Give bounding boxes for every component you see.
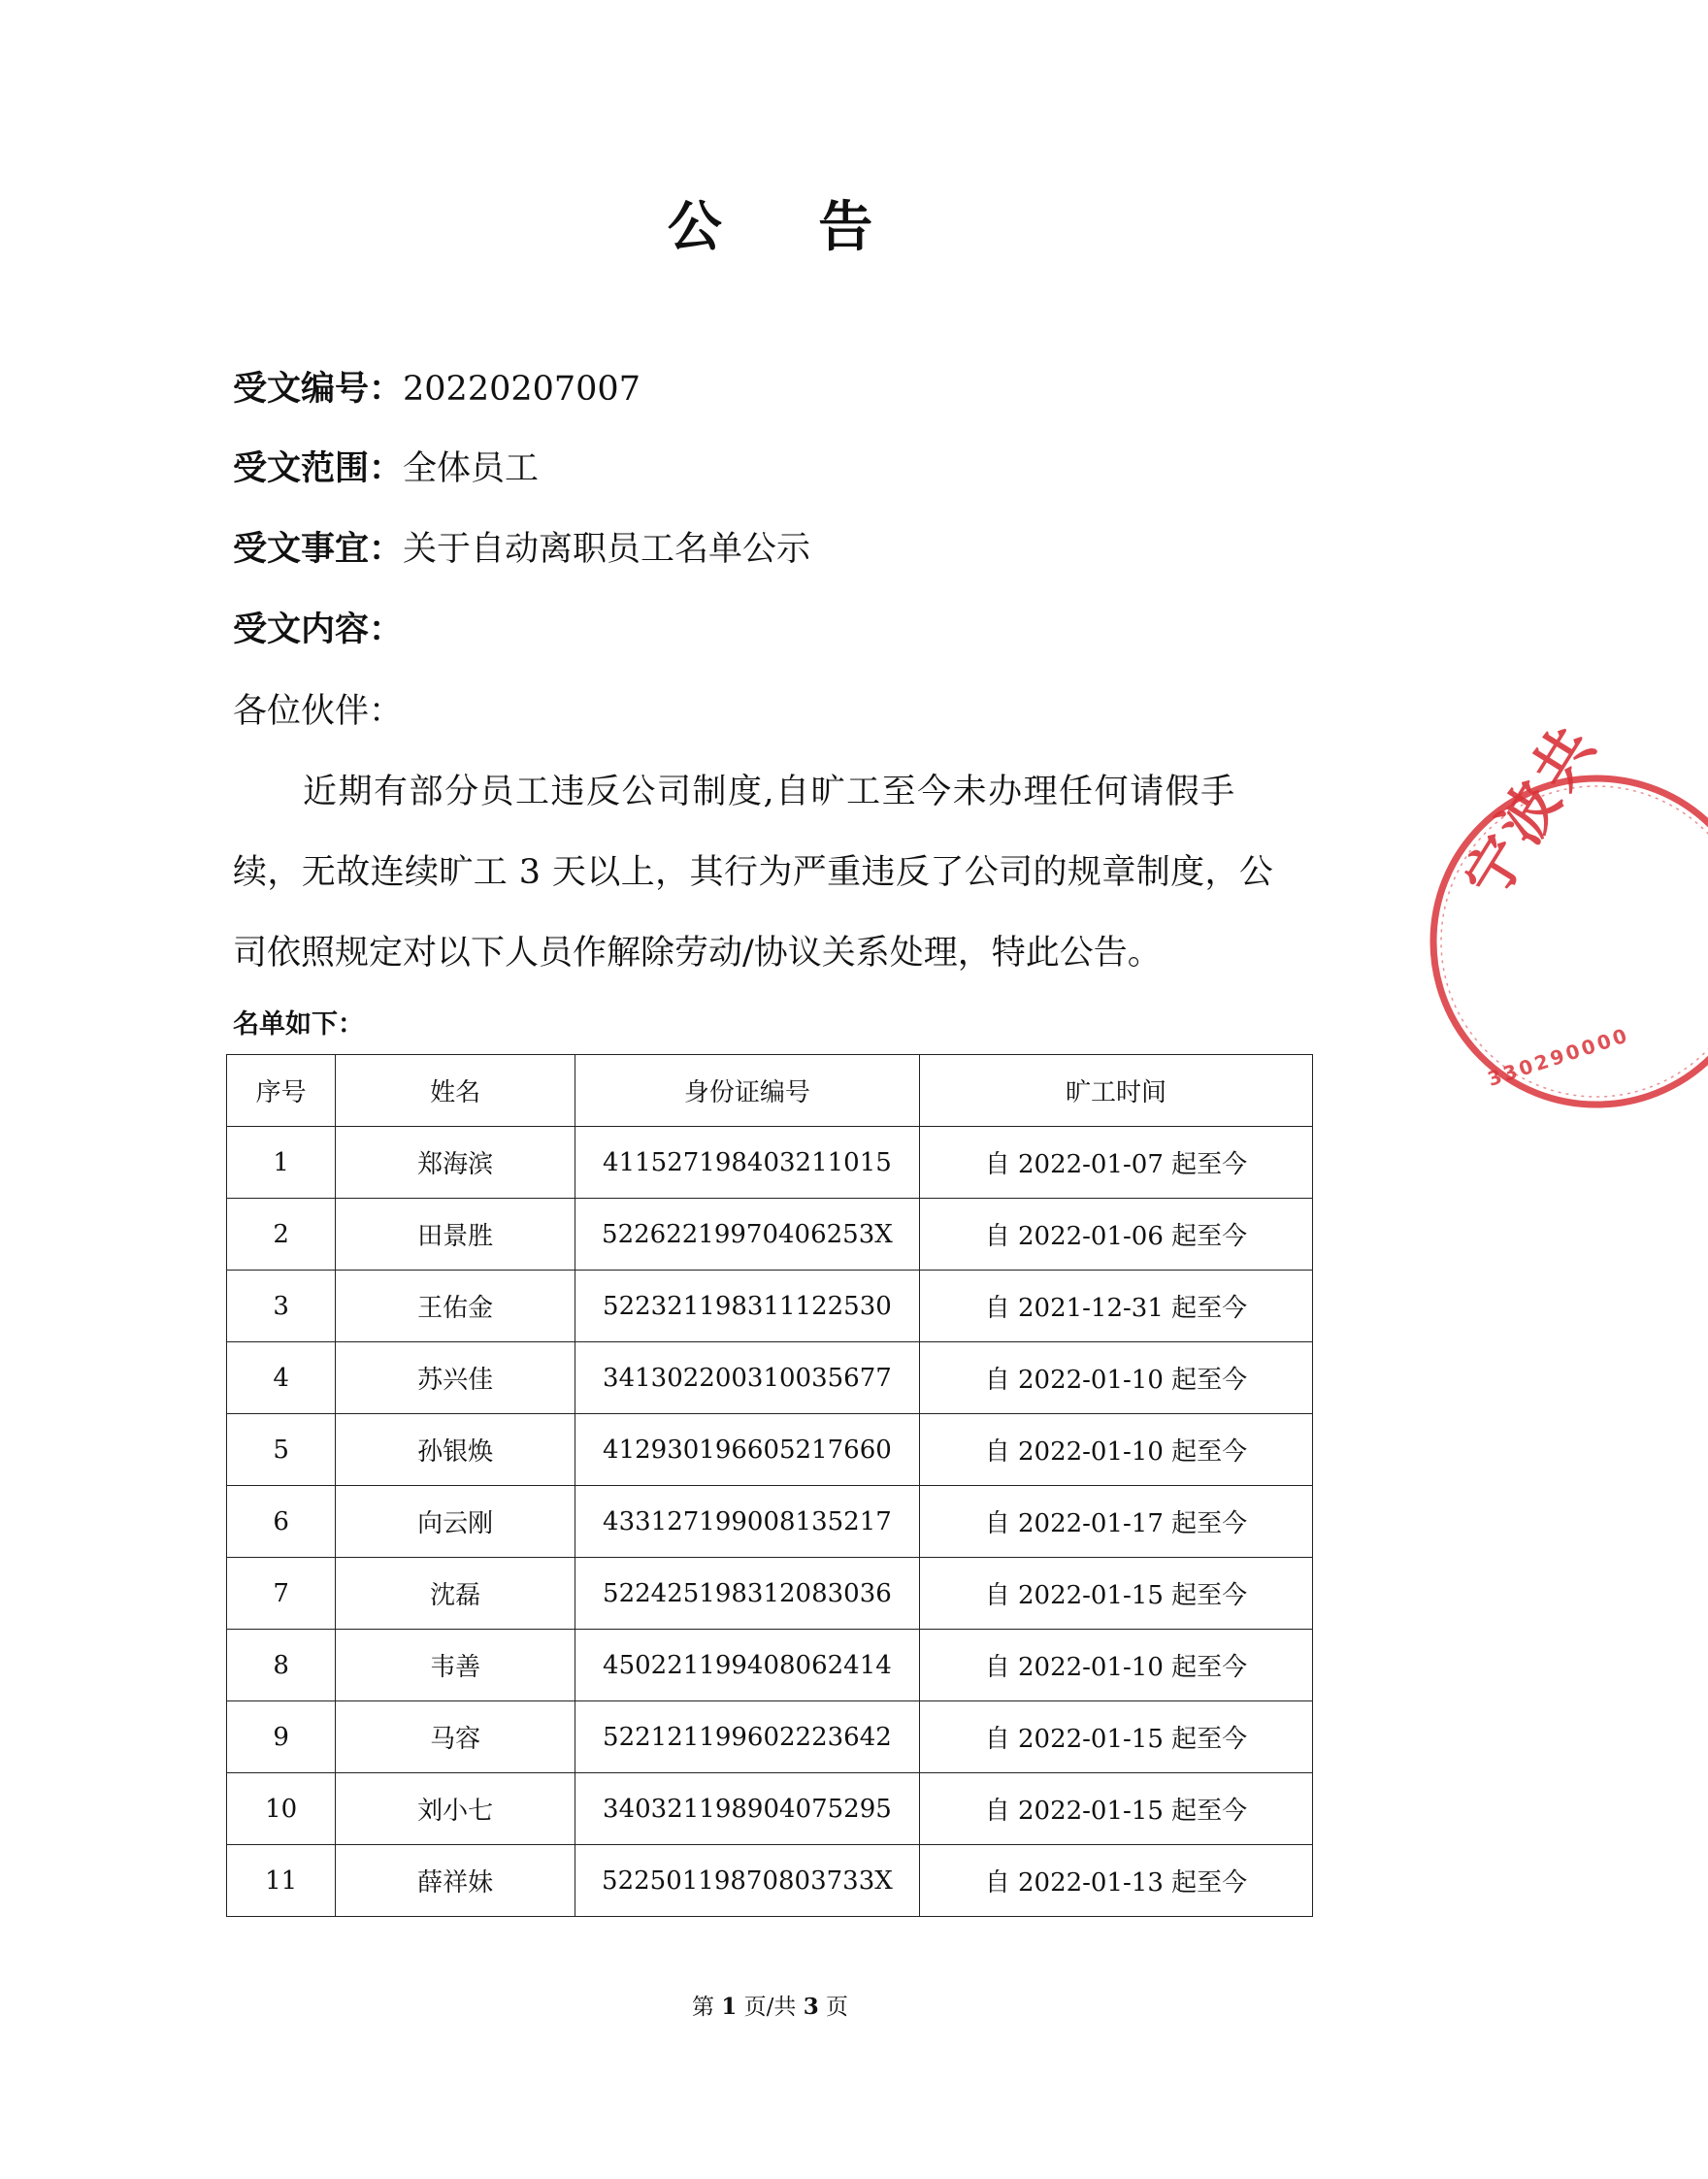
- cell-name: 沈磊: [336, 1558, 575, 1630]
- table-row: [227, 1414, 1313, 1486]
- cell-id-number: 522321198311122530: [575, 1271, 919, 1342]
- cell-name: 韦善: [336, 1630, 575, 1701]
- footer-prefix: 第: [691, 1995, 714, 2020]
- cell-index: 8: [227, 1630, 336, 1701]
- seal-number-group: [1485, 1023, 1632, 1091]
- table-row: [227, 1773, 1313, 1845]
- meta-label: 受文事宜：: [233, 529, 404, 569]
- meta-label: 受文范围：: [233, 448, 404, 488]
- cell-name: 向云刚: [336, 1486, 575, 1558]
- table-row: [227, 1558, 1313, 1630]
- table-row: [227, 1127, 1313, 1199]
- cell-name: 苏兴佳: [336, 1342, 575, 1414]
- cell-absence-time: 自 2022-01-07 起至今: [919, 1127, 1312, 1199]
- meta-value: 全体员工: [403, 449, 540, 488]
- footer-total-pages: 3: [803, 1994, 819, 2020]
- page-footer: [0, 1992, 1540, 2023]
- table-row: [227, 1199, 1313, 1271]
- meta-label: 受文内容：: [233, 610, 404, 649]
- meta-row-scope: [233, 446, 539, 491]
- table-row: [227, 1845, 1313, 1917]
- header-name: 姓名: [336, 1055, 575, 1127]
- seal-number-text: 330290000: [1484, 1022, 1633, 1091]
- table-header-row: [227, 1055, 1313, 1127]
- meta-row-subject: [233, 527, 810, 572]
- cell-id-number: 433127199008135217: [575, 1486, 919, 1558]
- footer-middle: 页/共: [743, 1995, 797, 2020]
- cell-id-number: 340321198904075295: [575, 1773, 919, 1845]
- cell-absence-time: 自 2022-01-10 起至今: [919, 1630, 1312, 1701]
- cell-index: 3: [227, 1271, 336, 1342]
- body-paragraph-line-3: 司依照规定对以下人员作解除劳动/协议关系处理，特此公告。: [233, 934, 1162, 973]
- meta-row-content: [233, 608, 403, 652]
- header-index: 序号: [227, 1055, 336, 1127]
- cell-index: 5: [227, 1414, 336, 1486]
- header-id-number: 身份证编号: [575, 1055, 919, 1127]
- table-row: [227, 1701, 1313, 1773]
- cell-id-number: 52250119870803733X: [575, 1845, 919, 1917]
- cell-name: 刘小七: [336, 1773, 575, 1845]
- cell-absence-time: 自 2022-01-15 起至今: [919, 1558, 1312, 1630]
- footer-suffix: 页: [826, 1995, 849, 2020]
- cell-name: 田景胜: [336, 1199, 575, 1271]
- cell-absence-time: 自 2022-01-17 起至今: [919, 1486, 1312, 1558]
- cell-id-number: 412930196605217660: [575, 1414, 919, 1486]
- cell-name: 王佑金: [336, 1271, 575, 1342]
- cell-absence-time: 自 2022-01-10 起至今: [919, 1414, 1312, 1486]
- cell-absence-time: 自 2022-01-06 起至今: [919, 1199, 1312, 1271]
- company-seal-stamp: [1417, 710, 1708, 1116]
- cell-index: 4: [227, 1342, 336, 1414]
- notice-title: 公 告: [667, 195, 912, 259]
- seal-name-group: [1452, 711, 1611, 910]
- cell-index: 6: [227, 1486, 336, 1558]
- cell-absence-time: 自 2022-01-10 起至今: [919, 1342, 1312, 1414]
- body-paragraph-line-2: 续，无故连续旷工 3 天以上，其行为严重违反了公司的规章制度，公: [233, 853, 1274, 892]
- cell-id-number: 522425198312083036: [575, 1558, 919, 1630]
- footer-current-page: 1: [721, 1994, 738, 2020]
- dismissal-list-table: [226, 1054, 1313, 1917]
- meta-value: 20220207007: [403, 370, 640, 409]
- cell-index: 10: [227, 1773, 336, 1845]
- greeting: 各位伙伴：: [233, 692, 404, 731]
- meta-value: 关于自动离职员工名单公示: [403, 530, 811, 569]
- meta-row-document-number: [233, 367, 640, 412]
- table-row: [227, 1271, 1313, 1342]
- cell-id-number: 52262219970406253X: [575, 1199, 919, 1271]
- cell-name: 马容: [336, 1701, 575, 1773]
- table-row: [227, 1342, 1313, 1414]
- cell-absence-time: 自 2022-01-15 起至今: [919, 1773, 1312, 1845]
- cell-index: 1: [227, 1127, 336, 1199]
- header-absence-time: 旷工时间: [919, 1055, 1312, 1127]
- cell-absence-time: 自 2022-01-13 起至今: [919, 1845, 1312, 1917]
- cell-index: 7: [227, 1558, 336, 1630]
- cell-id-number: 411527198403211015: [575, 1127, 919, 1199]
- seal-name-text: 宁波共: [1452, 710, 1612, 910]
- cell-index: 11: [227, 1845, 336, 1917]
- body-paragraph-line-1: 近期有部分员工违反公司制度,自旷工至今未办理任何请假手: [303, 773, 1236, 811]
- list-title: 名单如下：: [233, 1009, 364, 1040]
- cell-id-number: 341302200310035677: [575, 1342, 919, 1414]
- table-row: [227, 1630, 1313, 1701]
- cell-index: 9: [227, 1701, 336, 1773]
- cell-name: 郑海滨: [336, 1127, 575, 1199]
- cell-name: 孙银焕: [336, 1414, 575, 1486]
- cell-absence-time: 自 2021-12-31 起至今: [919, 1271, 1312, 1342]
- cell-name: 薛祥妹: [336, 1845, 575, 1917]
- cell-id-number: 522121199602223642: [575, 1701, 919, 1773]
- cell-index: 2: [227, 1199, 336, 1271]
- cell-id-number: 450221199408062414: [575, 1630, 919, 1701]
- meta-label: 受文编号：: [233, 369, 404, 409]
- table-row: [227, 1486, 1313, 1558]
- cell-absence-time: 自 2022-01-15 起至今: [919, 1701, 1312, 1773]
